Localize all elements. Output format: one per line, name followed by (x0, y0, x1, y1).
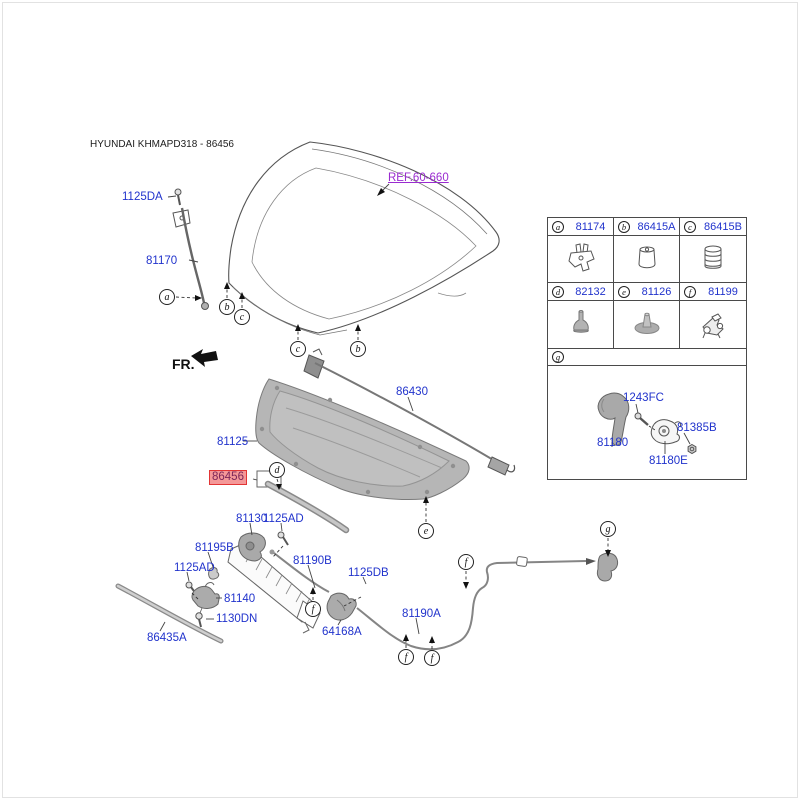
callout-f-3 (398, 649, 414, 665)
legend-cell-a-header (548, 218, 614, 236)
fr-direction-arrow (191, 349, 218, 367)
hood-insulator-pad (256, 379, 469, 500)
callout-badge-b: b (618, 221, 630, 233)
part-label-81140[interactable]: 81140 (224, 593, 256, 605)
callout-b2-letter: b (355, 343, 361, 355)
part-label-64168A[interactable]: 64168A (322, 626, 362, 638)
callout-f2-letter: f (464, 556, 468, 568)
legend-icon-cell-c (680, 236, 746, 283)
callout-f3-letter: f (404, 651, 408, 663)
legend-cell-f-header (680, 283, 746, 301)
part-label-86435A[interactable]: 86435A (147, 632, 187, 644)
grommet-icon (627, 305, 667, 345)
legend-cell-e-header (614, 283, 680, 301)
legend-icon-cell-f (680, 301, 746, 349)
hood-panel (229, 142, 500, 335)
callout-f-1 (305, 601, 321, 617)
part-label-1130DN[interactable]: 1130DN (216, 613, 258, 625)
callout-c-2 (290, 341, 306, 357)
part-label-1125AD-upper[interactable]: 1125AD (263, 513, 304, 525)
part-label-81190B[interactable]: 81190B (293, 555, 332, 567)
part-label-81195B[interactable]: 81195B (195, 542, 234, 554)
legend-cell-d-header (548, 283, 614, 301)
cone-clip-icon (561, 305, 601, 345)
callout-c2-letter: c (295, 343, 301, 355)
legend-part-82132[interactable]: 82132 (575, 285, 606, 298)
callout-g-letter: g (605, 523, 611, 535)
part-label-81125[interactable]: 81125 (217, 436, 249, 448)
overslam-bumper-icon (627, 239, 667, 279)
ref-link-60-660[interactable]: REF.60-660 (388, 172, 449, 184)
legend-icon-cell-e (614, 301, 680, 349)
callout-b-2 (350, 341, 366, 357)
part-label-81170[interactable]: 81170 (146, 255, 178, 267)
legend-icon-cell-a (548, 236, 614, 283)
cushion-stack-icon (693, 239, 733, 279)
callout-d-letter: d (274, 464, 280, 476)
callout-c-1 (234, 309, 250, 325)
legend-part-86415B[interactable]: 86415B (704, 220, 742, 233)
legend-cell-c-header (680, 218, 746, 236)
callout-g (600, 521, 616, 537)
stay-holder-clip-icon (561, 239, 601, 279)
callout-badge-f: f (684, 286, 696, 298)
part-label-81385B[interactable]: 81385B (677, 422, 717, 434)
callout-badge-e: e (618, 286, 630, 298)
callout-badge-d: d (552, 286, 564, 298)
legend-group-body (548, 366, 746, 479)
legend-part-81199[interactable]: 81199 (708, 285, 738, 298)
callout-b-1 (219, 299, 235, 315)
part-label-1125DA[interactable]: 1125DA (122, 191, 163, 203)
legend-icon-cell-d (548, 301, 614, 349)
part-label-1125AD-lower[interactable]: 1125AD (174, 562, 215, 574)
callout-a (159, 289, 175, 305)
callout-c1-letter: c (239, 311, 245, 323)
callout-d (269, 462, 285, 478)
callout-e (418, 523, 434, 539)
diagram-title: HYUNDAI KHMAPD318 - 86456 (90, 139, 234, 150)
callout-f-4 (424, 650, 440, 666)
callout-a-letter: a (164, 291, 170, 303)
part-label-86430[interactable]: 86430 (396, 386, 428, 398)
callout-e-letter: e (423, 525, 429, 537)
legend-cell-b-header (614, 218, 680, 236)
part-label-81130[interactable]: 81130 (236, 513, 268, 525)
legend-group-header (548, 349, 746, 366)
part-label-1243FC[interactable]: 1243FC (623, 392, 664, 404)
legend-icon-cell-b (614, 236, 680, 283)
part-label-81180E[interactable]: 81180E (649, 455, 688, 467)
callout-f-2 (458, 554, 474, 570)
part-label-81180[interactable]: 81180 (597, 437, 629, 449)
legend-part-81174[interactable]: 81174 (575, 220, 606, 233)
legend-part-86415A[interactable]: 86415A (637, 220, 676, 233)
callout-badge-c: c (684, 221, 696, 233)
callout-badge-a: a (552, 221, 564, 233)
legend-table (547, 217, 747, 480)
hood-stay-rod (173, 189, 209, 310)
callout-badge-g: g (552, 351, 564, 363)
cable-clip-icon (693, 305, 733, 345)
part-label-1125DB[interactable]: 1125DB (348, 567, 389, 579)
part-label-86456-highlighted[interactable]: 86456 (209, 470, 247, 485)
callout-f1-letter: f (311, 603, 315, 615)
part-label-81190A[interactable]: 81190A (402, 608, 441, 620)
callout-b1-letter: b (224, 301, 230, 313)
legend-part-81126[interactable]: 81126 (641, 285, 672, 298)
callout-f4-letter: f (430, 652, 434, 664)
fr-indicator: FR. (172, 356, 195, 372)
